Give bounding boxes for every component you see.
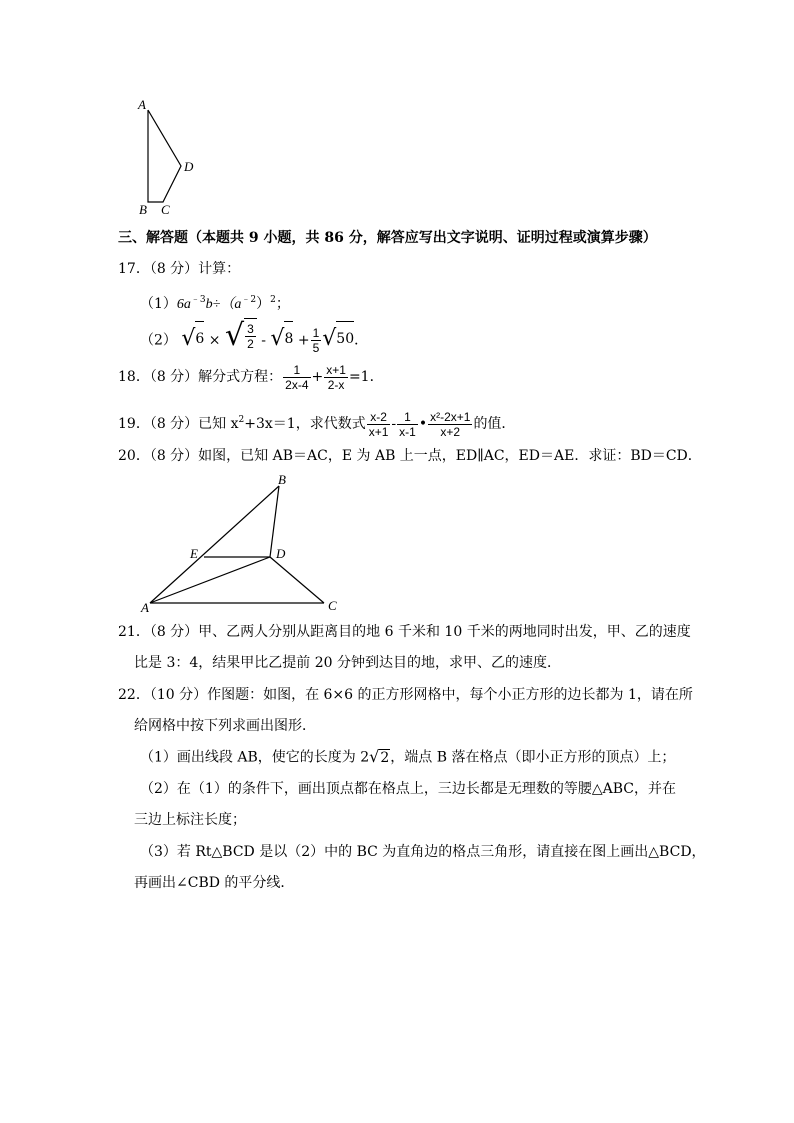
question-22-part2-line1: （2）在（1）的条件下，画出顶点都在格点上，三边长都是无理数的等腰△ABC，并在: [140, 781, 676, 797]
question-22-part1: （1）画出线段 AB，使它的长度为 2√2，端点 B 落在格点（即小正方形的顶点）上；: [140, 747, 676, 766]
question-22-line2: 给网格中按下列求画出图形．: [134, 718, 316, 734]
label-C: C: [161, 202, 170, 217]
figure-quadrilateral-abcd: [128, 92, 208, 222]
question-18: 18．（8 分）解分式方程： $\frac{1}{2x-4}$ + $\frac{x+1}{2-x}$ =1．: [118, 362, 384, 392]
label-B: B: [278, 472, 286, 487]
question-20: 20．（8 分）如图，已知 AB＝AC，E 为 AB 上一点，ED∥AC，ED＝AE．求证：BD＝CD．: [118, 448, 702, 464]
question-17-part1: $(1)6a^{﹣3}b\div(a^{﹣2})^2$；: [140, 295, 290, 312]
label-A: A: [138, 97, 146, 112]
section-heading: 三、解答题（本题共 9 小题，共 86 分，解答应写出文字说明、证明过程或演算步骤）: [118, 230, 657, 246]
question-19: 19．（8 分）已知 $x^2+3x=1$，求代数式 $\frac{x-2}{x+1}$ - $\frac{1}{x-1}$ • $\frac{\text{x²-2x+1}}{x+2}$ 的值．: [118, 409, 516, 439]
question-22-part2-line2: 三边上标注长度；: [134, 812, 246, 828]
label-D: D: [184, 159, 194, 174]
question-21-line1: 21．（8 分）甲、乙两人分别从距离目的地 6 千米和 10 千米的两地同时出发，甲、乙的速度: [118, 624, 691, 640]
label-C: C: [328, 598, 337, 613]
question-21-line2: 比是 3：4，结果甲比乙提前 20 分钟到达目的地，求甲、乙的速度．: [134, 655, 561, 671]
question-22-part3-line2: 再画出∠CBD 的平分线．: [134, 875, 295, 891]
label-A: A: [141, 600, 149, 615]
question-17-part2: （2） √ 6 × √ $\frac{3}{2}$ - √ 8 + $\frac{1}{5}$ √ 50 ．: [140, 317, 369, 355]
figure-triangle-abc: [138, 470, 348, 615]
question-22-part3-line1: （3）若 Rt△BCD 是以（2）中的 BC 为直角边的格点三角形，请直接在图上画出△BCD，: [140, 844, 706, 860]
question-22-line1: 22．（10 分）作图题：如图，在 6×6 的正方形网格中，每个小正方形的边长都为 1，请在所: [118, 687, 693, 703]
label-D: D: [276, 546, 286, 561]
label-B: B: [139, 202, 147, 217]
question-17-head: 17．（8 分）计算：: [118, 261, 241, 277]
label-E: E: [190, 546, 198, 561]
